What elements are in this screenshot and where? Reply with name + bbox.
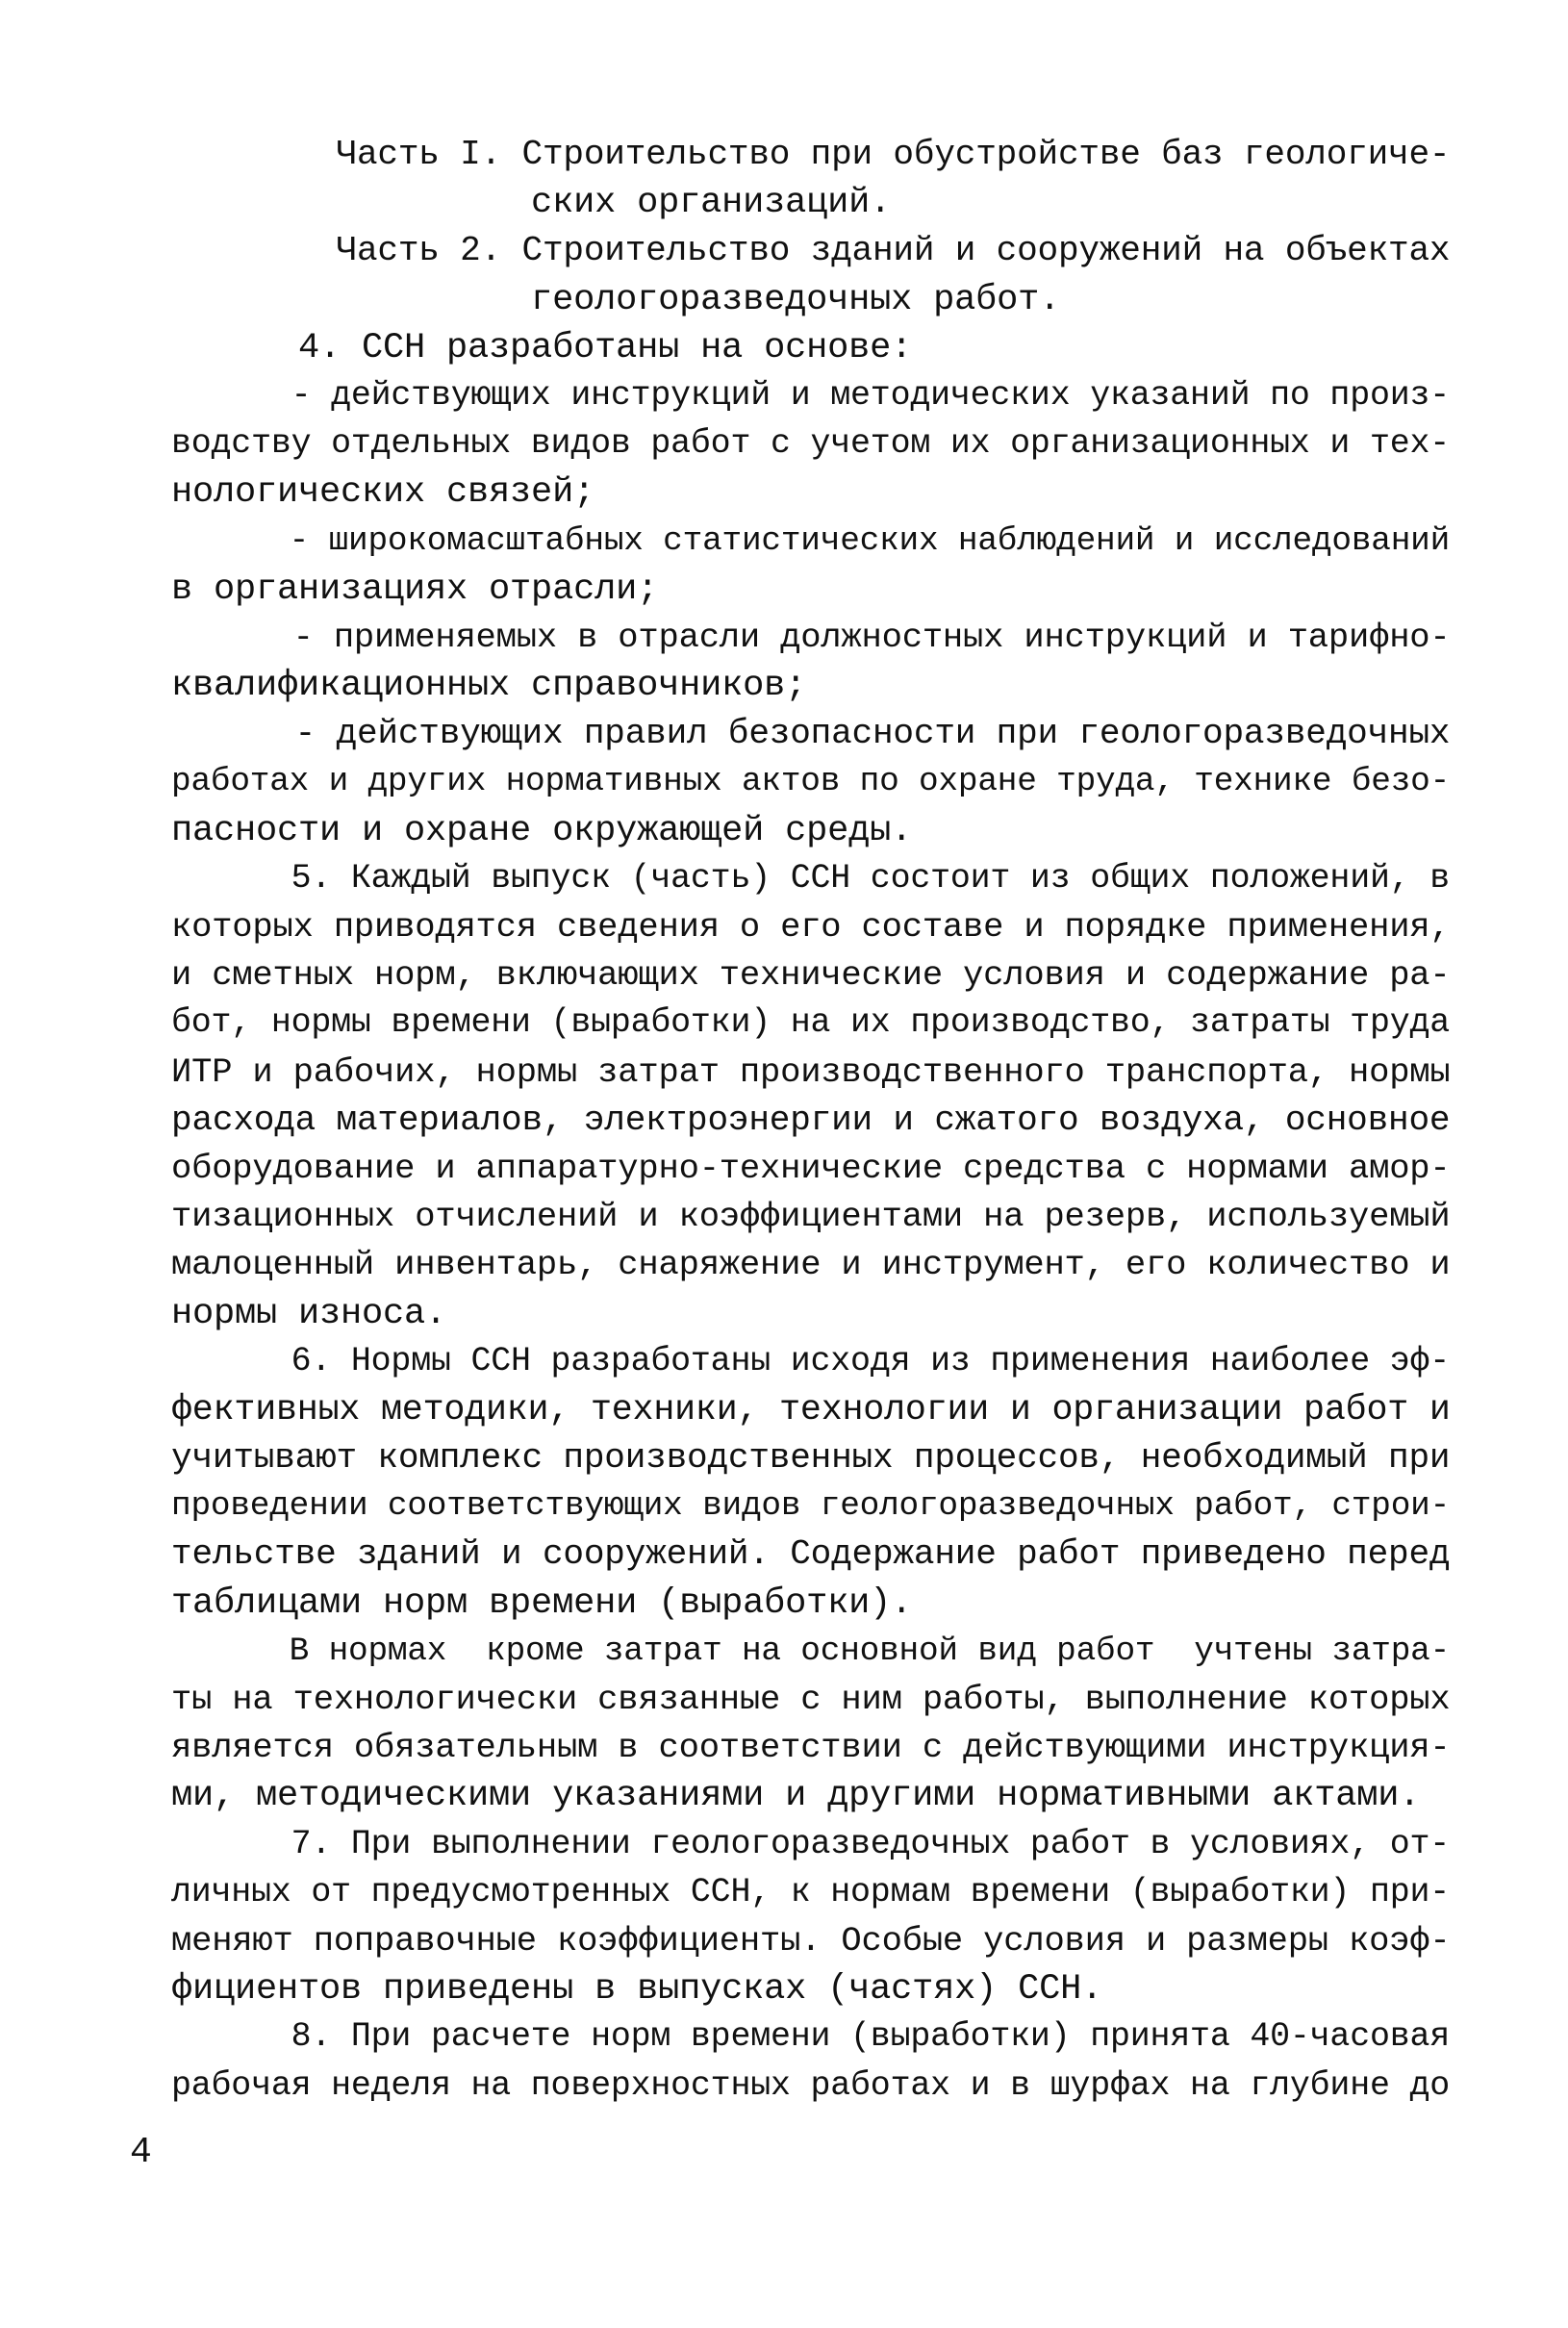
text-line: нологических связей; <box>171 472 595 514</box>
text-line: водству отдельных видов работ с учетом их организационных и тех- <box>171 425 1451 464</box>
text-line: бот, нормы времени (выработки) на их производство, затраты труда <box>171 1004 1451 1043</box>
text-line: геологоразведочных работ. <box>171 279 1061 320</box>
text-line: тельстве зданий и сооружений. Содержание работ приведено перед <box>171 1534 1451 1575</box>
text-line: нормы износа. <box>171 1293 447 1334</box>
text-line: ты на технологически связанные с ним работы, выполнение которых <box>171 1680 1451 1719</box>
text-line: малоценный инвентарь, снаряжение и инструмент, его количество и <box>171 1245 1451 1285</box>
text-line: квалификационных справочников; <box>171 666 807 707</box>
text-line: ми, методическими указаниями и другими нормативными актами. <box>171 1776 1421 1817</box>
text-line: 7. При выполнении геологоразведочных работ в условиях, от- <box>171 1825 1451 1863</box>
text-line: пасности и охране окружающей среды. <box>171 810 913 851</box>
text-line: - применяемых в отрасли должностных инструкций и тарифно- <box>171 617 1451 657</box>
text-line: личных от предусмотренных ССН, к нормам времени (выработки) при- <box>171 1873 1451 1911</box>
text-line: фективных методики, техники, технологии и организации работ и <box>171 1389 1451 1430</box>
text-line: 8. При расчете норм времени (выработки) принята 40-часовая <box>171 2018 1451 2057</box>
text-line: расхода материалов, электроэнергии и сжатого воздуха, основное <box>171 1100 1451 1140</box>
text-line: которых приводятся сведения о его составе и порядке применения, <box>171 907 1451 947</box>
body-text <box>171 131 1451 2111</box>
text-line: - действующих правил безопасности при геологоразведочных <box>171 714 1451 754</box>
text-line: тизационных отчислений и коэффициентами на резерв, используемый <box>171 1197 1451 1237</box>
text-line: Часть 2. Строительство зданий и сооружений на объектах <box>171 231 1451 271</box>
text-line: проведении соответствующих видов геологоразведочных работ, строи- <box>171 1487 1451 1526</box>
text-line: и сметных норм, включающих технические условия и содержание ра- <box>171 955 1451 996</box>
text-line: учитывают комплекс производственных процессов, необходимый при <box>171 1438 1451 1479</box>
page-number: 4 <box>130 2132 152 2173</box>
text-line: Часть I. Строительство при обустройстве баз геологиче- <box>171 135 1451 174</box>
text-line: оборудование и аппаратурно-технические средства с нормами амор- <box>171 1148 1451 1188</box>
text-line: является обязательным в соответствии с действующими инструкция- <box>171 1728 1451 1768</box>
text-line: 5. Каждый выпуск (часть) ССН состоит из общих положений, в <box>171 859 1451 898</box>
text-line: меняют поправочные коэффициенты. Особые условия и размеры коэф- <box>171 1920 1451 1961</box>
text-line: В нормах кроме затрат на основной вид работ учтены затра- <box>171 1632 1451 1670</box>
text-line: - действующих инструкций и методических указаний по произ- <box>171 376 1451 415</box>
text-line: ских организаций. <box>171 183 892 224</box>
text-line: работах и других нормативных актов по охране труда, технике безо- <box>171 763 1451 801</box>
text-line: ИТР и рабочих, нормы затрат производственного транспорта, нормы <box>171 1051 1451 1092</box>
text-line: - широкомасштабных статистических наблюдений и исследований <box>171 521 1451 560</box>
text-line: 4. ССН разработаны на основе: <box>171 327 913 368</box>
text-line: 6. Нормы ССН разработаны исходя из применения наиболее эф- <box>171 1342 1451 1380</box>
text-line: в организациях отрасли; <box>171 569 659 610</box>
text-line: фициентов приведены в выпусках (частях) ССН. <box>171 1969 1103 2011</box>
text-line: таблицами норм времени (выработки). <box>171 1582 913 1624</box>
text-line: рабочая неделя на поверхностных работах и в шурфах на глубине до <box>171 2066 1451 2105</box>
